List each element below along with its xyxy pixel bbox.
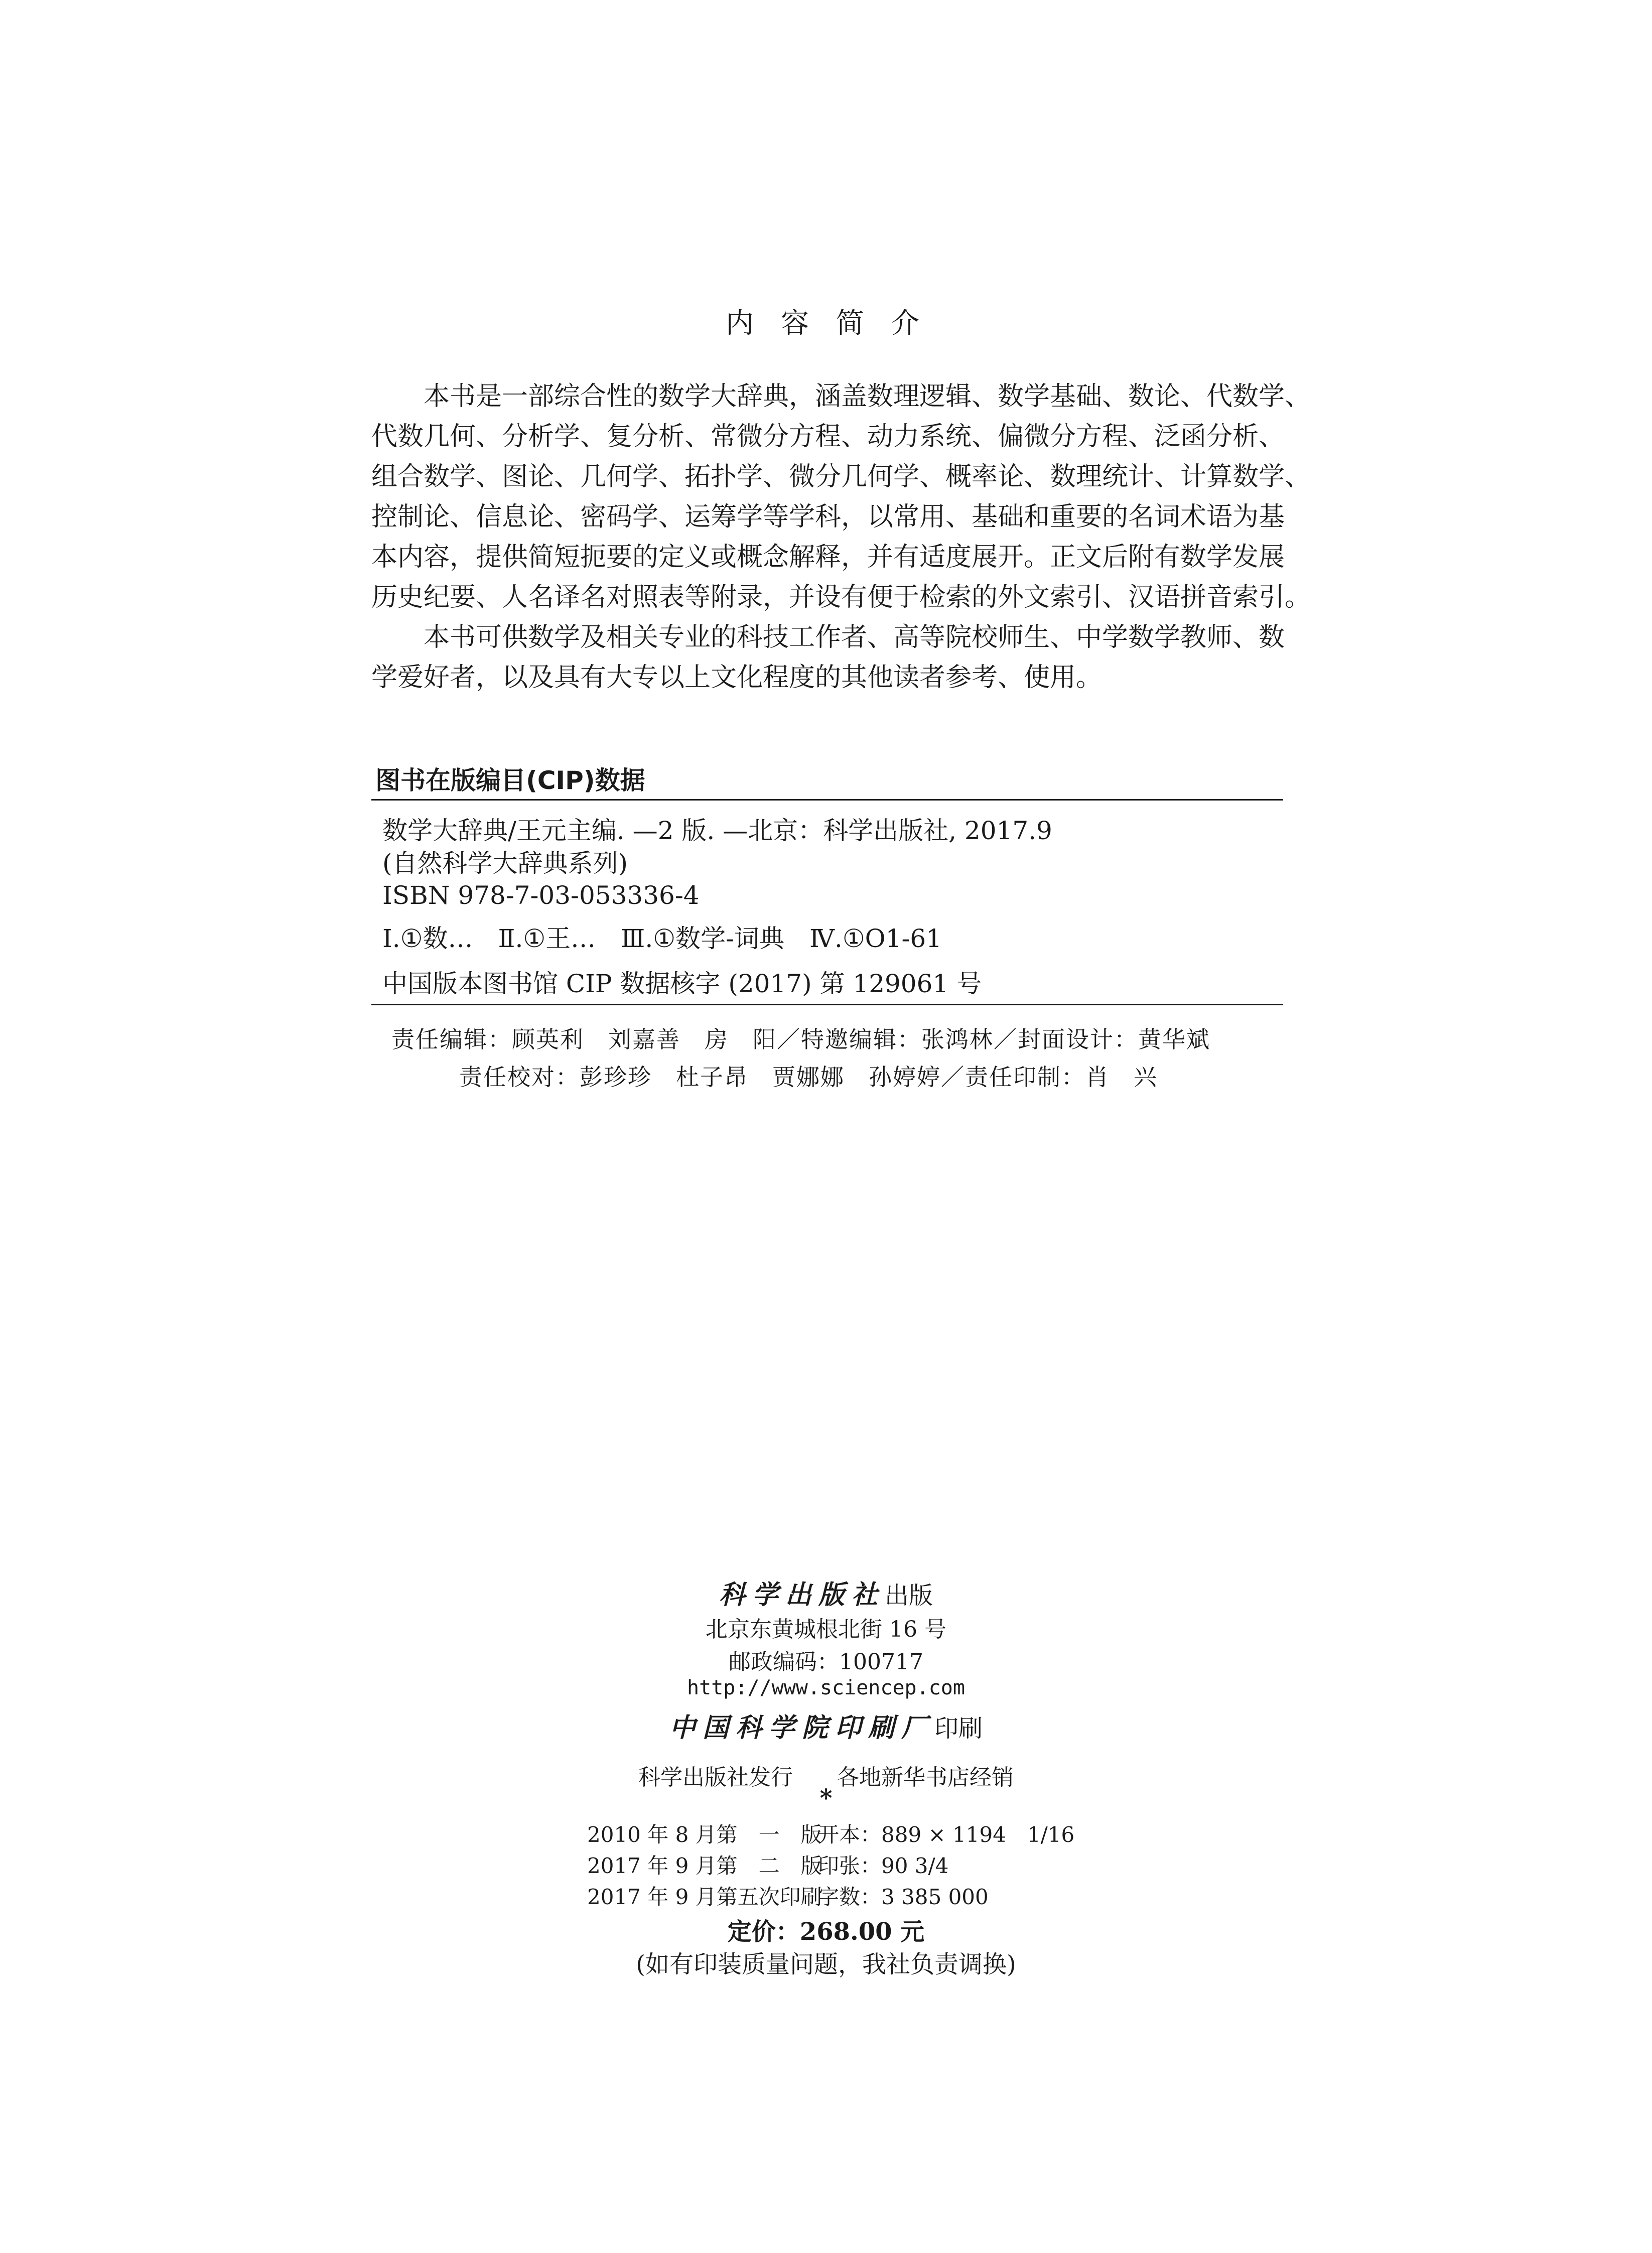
- edition-row: [587, 1882, 1074, 1913]
- intro-line: 组合数学、图论、几何学、拓扑学、微分几何学、概率论、数理统计、计算数学、: [371, 462, 1311, 492]
- intro-line: 代数几何、分析学、复分析、常微分方程、动力系统、偏微分方程、泛函分析、: [371, 422, 1285, 452]
- edition-row: [587, 1850, 1074, 1882]
- cip-series-line: (自然科学大辞典系列): [382, 849, 628, 878]
- printer-suffix: 印刷: [934, 1714, 983, 1743]
- edition-row: [587, 1819, 1074, 1850]
- distribution-line: 科学出版社发行 各地新华书店经销: [638, 1765, 1014, 1790]
- edition-date: 2010 年 8 月第 一 版: [587, 1822, 822, 1847]
- cip-heading: 图书在版编目(CIP)数据: [375, 766, 645, 795]
- cip-title-line: 数学大辞典/王元主编. —2 版. —北京：科学出版社, 2017.9: [382, 816, 1052, 845]
- intro-line: 本书可供数学及相关专业的科技工作者、高等院校师生、中学数学教师、数: [371, 622, 1285, 652]
- cip-library-number: 中国版本图书馆 CIP 数据核字 (2017) 第 129061 号: [382, 969, 982, 998]
- printer-line: [669, 1706, 983, 1744]
- intro-line: 本书是一部综合性的数学大辞典，涵盖数理逻辑、数学基础、数论、代数学、: [371, 381, 1311, 412]
- intro-title: 内容简介: [726, 307, 946, 340]
- edition-date: 2017 年 9 月第 二 版: [587, 1853, 822, 1878]
- edition-table: [587, 1819, 1074, 1913]
- publisher-url: http://www.sciencep.com: [687, 1676, 965, 1699]
- intro-line: 控制论、信息论、密码学、运筹学等学科，以常用、基础和重要的名词术语为基: [371, 502, 1285, 532]
- publisher-address: 北京东黄城根北街 16 号: [706, 1617, 946, 1642]
- edition-spec: 字数：3 385 000: [818, 1885, 989, 1909]
- edition-spec: 开本：889 × 1194 1/16: [818, 1822, 1075, 1847]
- publisher-name: 科学出版社: [719, 1579, 885, 1610]
- cip-classification: Ⅰ.①数… Ⅱ.①王… Ⅲ.①数学-词典 Ⅳ.①O1-61: [382, 924, 942, 953]
- intro-line: 本内容，提供简短扼要的定义或概念解释，并有适度展开。正文后附有数学发展: [371, 542, 1285, 572]
- price: 定价：268.00 元: [727, 1918, 925, 1946]
- intro-line: 历史纪要、人名译名对照表等附录，并设有便于检索的外文索引、汉语拼音索引。: [371, 582, 1311, 612]
- publisher-suffix: 出版: [885, 1581, 933, 1610]
- publisher-postcode: 邮政编码：100717: [729, 1649, 923, 1675]
- cip-top-rule: [371, 799, 1283, 801]
- cip-isbn: ISBN 978-7-03-053336-4: [382, 881, 700, 910]
- staff-editors-line: 责任编辑：顾英利 刘嘉善 房 阳／特邀编辑：张鸿林／封面设计：黄华斌: [391, 1026, 1210, 1053]
- staff-proofreaders-line: 责任校对：彭珍珍 杜子昂 贾娜娜 孙婷婷／责任印制：肖 兴: [459, 1064, 1158, 1091]
- edition-date: 2017 年 9 月第五次印刷: [587, 1885, 822, 1909]
- printer-name: 中国科学院印刷厂: [669, 1712, 934, 1743]
- separator-star: *: [819, 1784, 833, 1812]
- intro-line: 学爱好者，以及具有大专以上文化程度的其他读者参考、使用。: [371, 662, 1103, 693]
- cip-bottom-rule: [371, 1004, 1283, 1005]
- edition-spec: 印张：90 3/4: [818, 1853, 949, 1878]
- quality-note: (如有印装质量问题，我社负责调换): [636, 1950, 1016, 1978]
- publisher-line: [719, 1573, 933, 1611]
